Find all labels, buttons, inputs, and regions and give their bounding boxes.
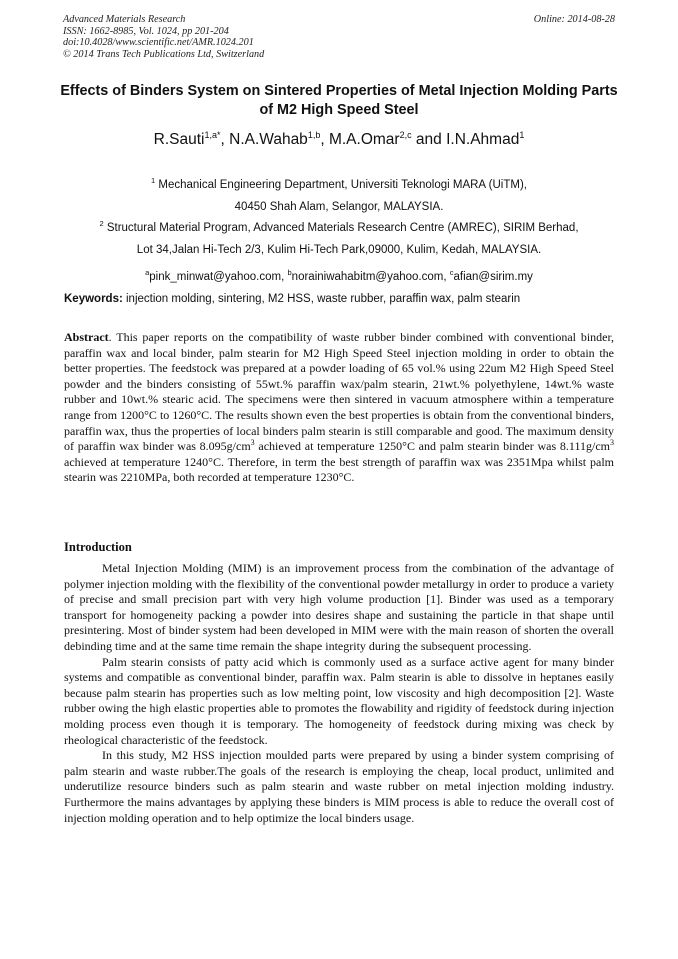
affil-sup: 1 [151,176,156,185]
email-sup: b [287,267,292,277]
author-name: I.N.Ahmad [446,131,520,149]
author-name: R.Sauti [153,131,205,149]
abstract-text: achieved at temperature 1250°C and palm stearin binder was 8.111g/cm [254,439,610,454]
journal-name: Advanced Materials Research [63,14,186,25]
author-sup: 1,b [307,130,321,140]
paragraph: Metal Injection Molding (MIM) is an improvement process from the combination of the advantage of polymer injection molding with the flexibility of the conventional powder metallurgy in order to produce a variety of precise and small precision part with very high volume production [1]. Binder was used as a temporary transport for homogeneity packing a powder into desires shape and sustaining the particle in that shape until presintering. Most of binder system had been developed in MIM were with the main reason of shorten the overall debinding time and at the same time remain the shape integrity during the subsequent processing. [64,561,614,653]
affil-line: 40450 Shah Alam, Selangor, MALAYSIA. [234,201,444,214]
doi: doi:10.4028/www.scientific.net/AMR.1024.201 [63,37,254,49]
paragraph: Palm stearin consists of patty acid which is commonly used as a surface active agent for many binder systems and compatible as conventional binder, paraffin wax. Palm stearin is able to dissolve in heptanes easily because palm stearin has properties such as low melting point, low viscosity and high decomposition [2]. Waste rubber owing the high elastic properties able to promotes the flowability and rigidity of feedstock during injection molding process even though it is temporary. The homogeneity of feedstock during mixing was check by rheological characteristic of the feedstock. [64,654,614,747]
abstract [64,330,614,486]
page-header [63,14,615,60]
author-name: N.A.Wahab [229,131,308,149]
section-heading-introduction: Introduction [64,540,132,554]
superscript: 3 [250,438,255,448]
abstract-label: Abstract [64,330,109,344]
paragraph: In this study, M2 HSS injection moulded parts were prepared by using a binder system comprising of palm stearin and waste rubber.The goals of the research is employing the cheap, local product, unlimited and underutilize resource binders such as palm stearin and waste rubber on metal injection molding industry. Furthermore the mains advantages by applying these binders is MIM process is able to reduce the overall cost of injection molding operation and to help optimize the local binders usage. [64,748,614,825]
email-link[interactable]: afian@sirim.my [453,270,533,283]
affiliation-2 [30,213,648,288]
introduction-body [64,561,614,826]
keywords [64,293,614,305]
email-sup: c [449,267,454,277]
author-list: R.Sauti$^{1,a*}$, N.A.Wahab$^{1,b}$, M.A.Omar$^{2,c}$ and I.N.Ahmad$^1$ [153,130,525,149]
email-line [30,262,648,288]
abstract-text: achieved at temperature 1240°C. Therefore, in term the best strength of paraffin wax was 2351Mpa whilst palm stearin was 2210MPa, both recorded at temperature 1230°C. [64,454,614,485]
paper-title: Effects of Binders System on Sintered Properties of Metal Injection Molding Parts of M2 High Speed Steel [60,83,618,118]
email-link[interactable]: pink_minwat@yahoo.com, [149,270,285,283]
email-sup: a [145,267,150,277]
affil-line: Structural Material Program, Advanced Materials Research Centre (AMREC), SIRIM Berhad, [106,221,579,234]
email-link[interactable]: norainiwahabitm@yahoo.com, [291,270,447,283]
keywords-label: Keywords: [64,293,123,305]
online-date: Online: 2014-08-28 [533,14,615,25]
author-sup: 2,c [399,130,412,140]
author-name: M.A.Omar [328,131,400,149]
affil-line: Lot 34,Jalan Hi-Tech 2/3, Kulim Hi-Tech Park,09000, Kulim, Kedah, MALAYSIA. [136,244,542,257]
issn: ISSN: 1662-8985, Vol. 1024, pp 201-204 [63,25,229,37]
affil-line: Mechanical Engineering Department, Universiti Teknologi MARA (UiTM), [158,178,527,191]
affiliation-1 [30,170,648,219]
keywords-text: injection molding, sintering, M2 HSS, waste rubber, paraffin wax, palm stearin [126,293,521,305]
abstract-text: . This paper reports on the compatibility of waste rubber binder combined with conventional binder, paraffin wax and local binder, palm stearin for M2 High Speed Steel injection molding in order to obtain the better properties. The feedstock was prepared at a powder loading of 65 vol.% using 22um M2 High Speed Steel powder and the binders consisting of 55wt.% paraffin wax/palm stearin, 21wt.% polyethylene, 14wt.% waste rubber and 10wt.% stearic acid. The specimens were then sintered in vacuum atmosphere within a temperature range from 1200°C to 1260°C. The results shown even the best properties is obtain from the conventional binders, paraffin wax, thus the properties of local binders palm stearin is still comparable and good. The maximum density of paraffin wax binder was 8.095g/cm [64,330,614,454]
superscript: 3 [610,438,614,448]
affil-sup: 2 [99,219,104,228]
copyright: © 2014 Trans Tech Publications Ltd, Switzerland [63,48,265,60]
author-sup: 1,a* [204,130,221,140]
author-and: and [415,131,442,149]
author-sup: 1 [519,130,525,140]
